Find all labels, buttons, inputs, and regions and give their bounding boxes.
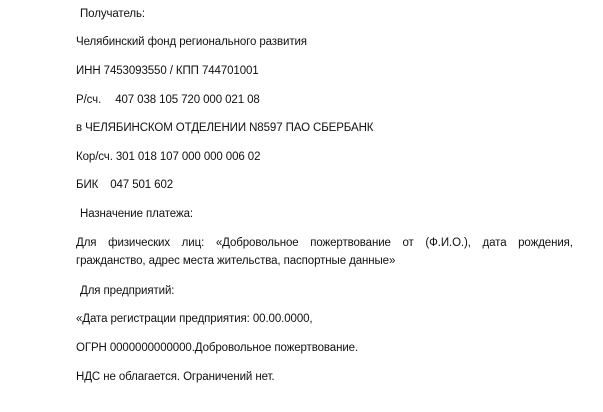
purpose-companies-line1: «Дата регистрации предприятия: 00.00.0000, [76, 313, 313, 325]
recipient-name: Челябинский фонд регионального развития [76, 36, 307, 48]
purpose-individuals-line1: Для физических лиц: «Добровольное пожертвование от (Ф.И.О.), дата рождения, [76, 237, 573, 249]
recipient-account [76, 93, 260, 107]
recipient-bank: в ЧЕЛЯБИНСКОМ ОТДЕЛЕНИИ N8597 ПАО СБЕРБАНК [76, 122, 374, 134]
bik-value: 047 501 602 [110, 179, 174, 191]
purpose-companies-line2: ОГРН 0000000000000.Добровольное пожертвование. [76, 342, 359, 354]
recipient-corr-account: Кор/сч. 301 018 107 000 000 006 02 [76, 151, 261, 163]
purpose-companies-line3: НДС не облагается. Ограничений нет. [76, 371, 275, 383]
bik-label: БИК [76, 179, 99, 191]
purpose-individuals-line2: гражданство, адрес места жительства, паспортные данные» [76, 255, 396, 267]
account-value: 407 038 105 720 000 021 08 [115, 94, 260, 106]
recipient-heading: Получатель: [80, 8, 145, 20]
purpose-heading: Назначение платежа: [80, 208, 193, 220]
purpose-companies-heading: Для предприятий: [80, 285, 175, 297]
account-label: Р/сч. [76, 94, 102, 106]
recipient-bik [76, 178, 173, 192]
recipient-inn-kpp: ИНН 7453093550 / КПП 744701001 [76, 65, 259, 77]
